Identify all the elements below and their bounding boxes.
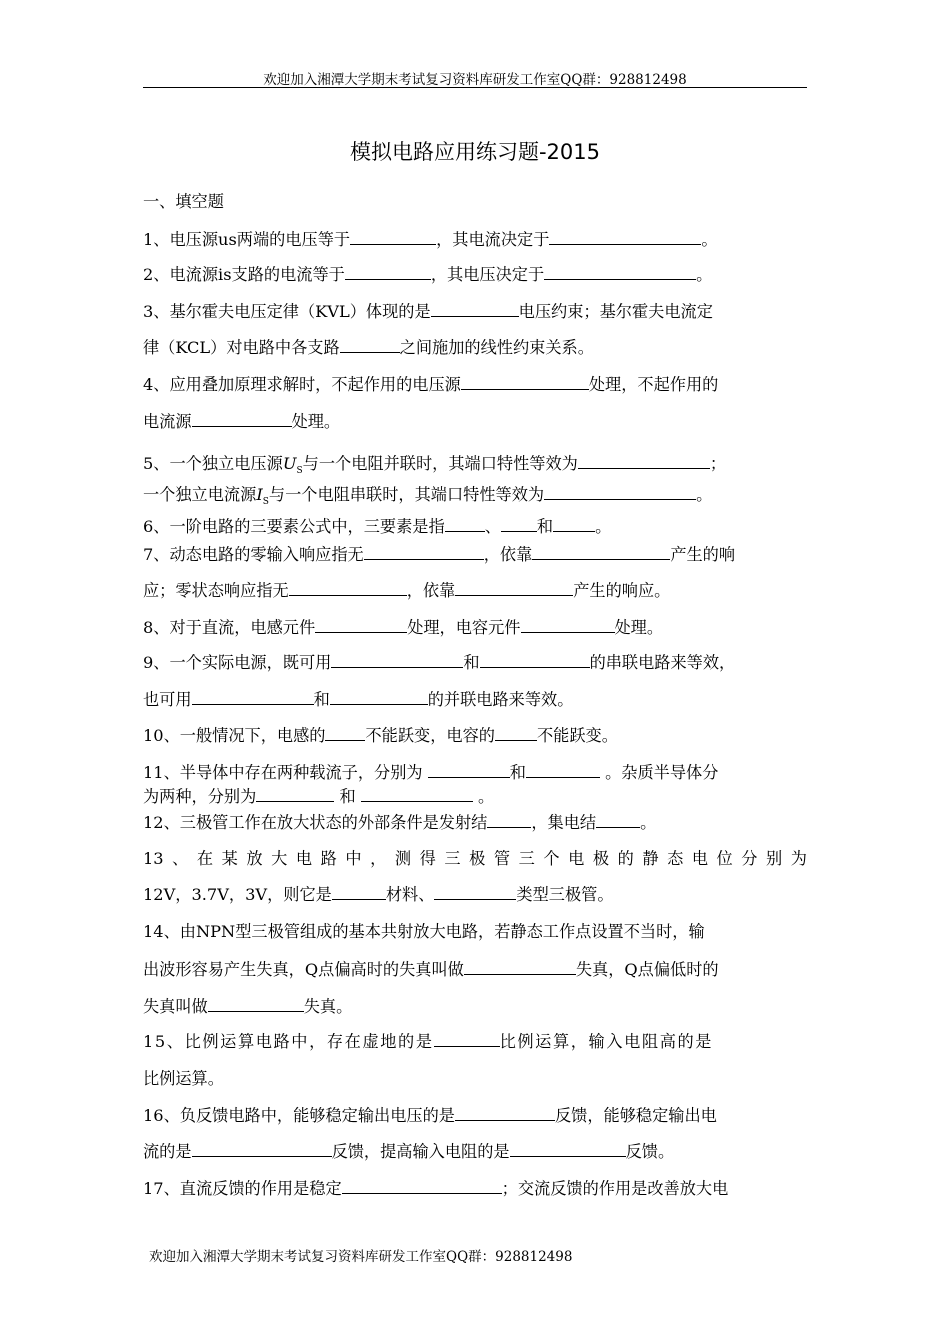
question-1	[143, 230, 718, 250]
question-16-line-1	[143, 1106, 717, 1126]
answer-blank[interactable]	[192, 1142, 332, 1157]
question-text: 5、一个独立电压源	[143, 454, 283, 473]
question-text: 电压约束；基尔霍夫电流定	[518, 302, 713, 321]
answer-blank[interactable]	[480, 653, 590, 668]
question-text: 类型三极管。	[516, 885, 614, 904]
question-text: 产生的响应。	[573, 581, 671, 600]
question-text: 流的是	[143, 1142, 192, 1161]
question-15-line-1	[143, 1032, 713, 1052]
answer-blank[interactable]	[364, 545, 484, 560]
question-4-line-1	[143, 375, 718, 395]
question-text: 9、一个实际电源，既可用	[143, 653, 332, 672]
question-14-line-2	[143, 960, 719, 980]
question-text: 处理，不起作用的	[588, 375, 719, 394]
question-17	[143, 1179, 728, 1199]
question-text: 电流源	[143, 412, 192, 431]
answer-blank[interactable]	[434, 885, 516, 900]
question-text: 。	[595, 517, 612, 536]
answer-blank[interactable]	[361, 787, 473, 802]
section-heading: 一、填空题	[143, 192, 224, 211]
question-text: 反馈，提高输入电阻的是	[331, 1142, 510, 1161]
question-text: 2、电流源is支路的电流等于	[143, 265, 345, 284]
answer-blank[interactable]	[495, 726, 537, 741]
question-text: 失真叫做	[143, 997, 208, 1016]
question-text: 15、比例运算电路中，存在虚地的是	[143, 1032, 434, 1051]
question-text: 失真。	[303, 997, 353, 1016]
question-7-line-2	[143, 581, 670, 601]
question-text: 和	[509, 763, 526, 782]
answer-blank[interactable]	[428, 763, 510, 778]
question-text: 也可用	[143, 690, 192, 709]
question-text: 12、三极管工作在放大状态的外部条件是发射结	[143, 813, 488, 832]
question-text: 。	[640, 813, 657, 832]
answer-blank[interactable]	[192, 412, 292, 427]
question-text: 17、直流反馈的作用是稳定	[143, 1179, 342, 1198]
question-text: 和	[313, 690, 330, 709]
question-text: 、	[484, 517, 501, 536]
answer-blank[interactable]	[330, 690, 428, 705]
answer-blank[interactable]	[596, 813, 640, 828]
question-14-line-1: 14、由NPN型三极管组成的基本共射放大电路，若静态工作点设置不当时，输	[143, 922, 705, 941]
answer-blank[interactable]	[332, 885, 386, 900]
question-13-line-1: 13、在某放大电路中，测得三极管三个电极的静态电位分别为	[143, 849, 807, 868]
answer-blank[interactable]	[532, 545, 670, 560]
answer-blank[interactable]	[501, 517, 537, 532]
answer-blank[interactable]	[544, 265, 696, 280]
question-9-line-1	[143, 653, 735, 673]
question-11-line-1	[143, 763, 718, 783]
question-text: 失真，Q点偏低时的	[575, 960, 719, 979]
answer-blank[interactable]	[350, 230, 436, 245]
question-text: 。杂质半导体分	[605, 763, 719, 782]
question-text: 为两种，分别为	[143, 787, 257, 806]
question-text: 和	[463, 653, 480, 672]
question-text: 产生的响	[670, 545, 736, 564]
question-15-line-2: 比例运算。	[143, 1069, 224, 1088]
question-text: 出波形容易产生失真，Q点偏高时的失真叫做	[143, 960, 464, 979]
question-text: 比例运算，输入电阻高的是	[499, 1032, 714, 1051]
answer-blank[interactable]	[553, 517, 595, 532]
question-text: 的串联电路来等效，	[589, 653, 736, 672]
symbol: I	[256, 485, 263, 504]
answer-blank[interactable]	[526, 763, 600, 778]
page-footer: 欢迎加入湘潭大学期末考试复习资料库研发工作室QQ群：928812498	[149, 1249, 573, 1265]
question-10	[143, 726, 618, 746]
question-text: ，集电结	[531, 813, 597, 832]
question-text: 12V，3.7V，3V，则它是	[143, 885, 332, 904]
question-text: 的并联电路来等效。	[427, 690, 574, 709]
question-text: 处理，电容元件	[407, 618, 521, 637]
question-text: 之间施加的线性约束关系。	[399, 338, 594, 357]
question-12	[143, 813, 656, 833]
answer-blank[interactable]	[289, 581, 407, 596]
answer-blank[interactable]	[256, 787, 334, 802]
header-divider	[143, 87, 807, 88]
question-text: 10、一般情况下，电感的	[143, 726, 326, 745]
question-text: 与一个电阻串联时，其端口特性等效为	[268, 485, 545, 504]
answer-blank[interactable]	[510, 1142, 626, 1157]
question-5-line-2	[143, 485, 712, 512]
question-4-line-2	[143, 412, 340, 432]
answer-blank[interactable]	[325, 726, 365, 741]
answer-blank[interactable]	[340, 338, 400, 353]
question-16-line-2	[143, 1142, 674, 1162]
question-text: ，其电流决定于	[436, 230, 550, 249]
question-text: 反馈，能够稳定输出电	[554, 1106, 717, 1125]
question-text: 不能跃变。	[536, 726, 618, 745]
symbol: U	[282, 454, 297, 473]
question-text: 和	[339, 787, 356, 806]
question-text: ，其电压决定于	[430, 265, 545, 284]
question-text: 一个独立电流源	[143, 485, 257, 504]
question-3-line-2	[143, 338, 594, 358]
question-text: 。	[696, 485, 713, 504]
question-text: 3、基尔霍夫电压定律（KVL）体现的是	[143, 302, 431, 321]
question-text: 1、电压源us两端的电压等于	[143, 230, 351, 249]
question-text: 11、半导体中存在两种载流子，分别为	[143, 763, 423, 782]
question-text: 反馈。	[625, 1142, 675, 1161]
question-text: 与一个电阻并联时，其端口特性等效为	[302, 454, 578, 473]
answer-blank[interactable]	[315, 618, 407, 633]
question-text: ，依靠	[483, 545, 533, 564]
question-text: 。	[477, 787, 495, 806]
question-2	[143, 265, 712, 285]
question-text: 16、负反馈电路中，能够稳定输出电压的是	[143, 1106, 455, 1125]
question-14-line-3	[143, 997, 352, 1017]
question-7-line-1	[143, 545, 735, 565]
question-text: 6、一阶电路的三要素公式中，三要素是指	[143, 517, 445, 536]
answer-blank[interactable]	[331, 653, 463, 668]
question-text: 8、对于直流，电感元件	[143, 618, 316, 637]
question-text: 应；零状态响应指无	[143, 581, 289, 600]
question-text: 。	[701, 230, 718, 249]
answer-blank[interactable]	[461, 375, 589, 390]
symbol-subscript: S	[296, 466, 303, 477]
question-text: 材料、	[385, 885, 435, 904]
answer-blank[interactable]	[455, 581, 573, 596]
answer-blank[interactable]	[521, 618, 615, 633]
answer-blank[interactable]	[578, 454, 710, 469]
question-text: ；交流反馈的作用是改善放大电	[501, 1179, 729, 1198]
question-8	[143, 618, 663, 638]
question-13-line-2	[143, 885, 614, 905]
answer-blank[interactable]	[345, 265, 431, 280]
answer-blank[interactable]	[487, 813, 531, 828]
page-title: 模拟电路应用练习题-2015	[349, 140, 601, 164]
question-text: 处理。	[291, 412, 341, 431]
symbol-subscript: S	[262, 497, 269, 508]
question-11-line-2	[143, 787, 494, 807]
question-text: 和	[536, 517, 554, 536]
question-text: 不能跃变，电容的	[365, 726, 495, 745]
question-text: 4、应用叠加原理求解时，不起作用的电压源	[143, 375, 461, 394]
answer-blank[interactable]	[192, 690, 314, 705]
question-text: ；	[709, 454, 727, 473]
page-header: 欢迎加入湘潭大学期末考试复习资料库研发工作室QQ群：928812498	[263, 72, 687, 88]
answer-blank[interactable]	[455, 1106, 555, 1121]
answer-blank[interactable]	[431, 302, 519, 317]
question-text: 7、动态电路的零输入响应指无	[143, 545, 364, 564]
question-5-line-1	[143, 454, 726, 481]
question-text: 。	[696, 265, 713, 284]
answer-blank[interactable]	[464, 960, 576, 975]
answer-blank[interactable]	[434, 1032, 500, 1047]
question-6	[143, 517, 611, 537]
answer-blank[interactable]	[549, 230, 701, 245]
answer-blank[interactable]	[544, 485, 696, 500]
question-text: ，依靠	[406, 581, 456, 600]
question-text: 处理。	[614, 618, 664, 637]
question-3-line-1	[143, 302, 713, 322]
answer-blank[interactable]	[208, 997, 304, 1012]
answer-blank[interactable]	[445, 517, 485, 532]
answer-blank[interactable]	[342, 1179, 502, 1194]
question-text: 律（KCL）对电路中各支路	[143, 338, 340, 357]
question-9-line-2	[143, 690, 573, 710]
